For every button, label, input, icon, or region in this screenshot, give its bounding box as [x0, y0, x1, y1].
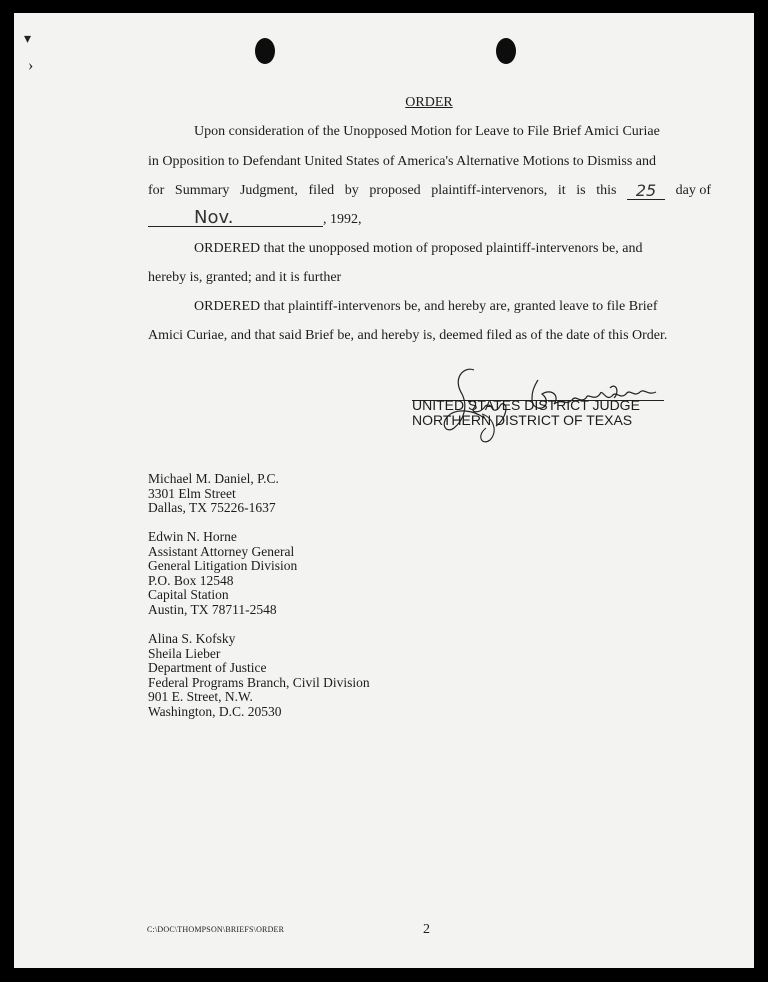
- document-page: [14, 13, 754, 968]
- judge-title: UNITED STATES DISTRICT JUDGE: [412, 397, 640, 413]
- paragraph1-line3: for Summary Judgment, filed by proposed plaintiff-intervenors, it is this 25 day of: [148, 181, 711, 200]
- paragraph1-line2: in Opposition to Defendant United States of America's Alternative Motions to Dismiss and: [148, 154, 657, 169]
- date-line: Nov. , 1992,: [148, 210, 362, 228]
- paragraph3-line2: Amici Curiae, and that said Brief be, and hereby is, deemed filed as of the date of this Order.: [148, 328, 668, 343]
- punch-hole: [255, 38, 275, 64]
- scan-mark: ›: [28, 57, 34, 74]
- address-block-2: Edwin N. Horne Assistant Attorney General General Litigation Division P.O. Box 12548 Capital Station Austin, TX 78711-2548: [148, 529, 298, 617]
- signature-block: [412, 398, 640, 428]
- paragraph2-line1: ORDERED that the unopposed motion of proposed plaintiff-intervenors be, and: [194, 241, 643, 256]
- paragraph3-line1: ORDERED that plaintiff-intervenors be, and hereby are, granted leave to file Brief: [194, 299, 658, 314]
- document-title: ORDER: [405, 95, 453, 110]
- paragraph1-line1: Upon consideration of the Unopposed Motion for Leave to File Brief Amici Curiae: [194, 124, 660, 139]
- paragraph2-line2: hereby is, granted; and it is further: [148, 270, 342, 285]
- scan-mark: ▾: [24, 32, 32, 47]
- handwritten-day: 25: [627, 183, 665, 200]
- address-block-3: Alina S. Kofsky Sheila Lieber Department of Justice Federal Programs Branch, Civil Division 901 E. Street, N.W. Washington, D.C. 20530: [148, 631, 370, 719]
- punch-hole: [496, 38, 516, 64]
- handwritten-month: Nov.: [148, 210, 323, 227]
- page-number: 2: [423, 922, 430, 937]
- judge-district: NORTHERN DISTRICT OF TEXAS: [412, 412, 633, 428]
- address-block-1: Michael M. Daniel, P.C. 3301 Elm Street Dallas, TX 75226-1637: [148, 471, 279, 516]
- file-path: C:\DOC\THOMPSON\BRIEFS\ORDER: [147, 925, 285, 934]
